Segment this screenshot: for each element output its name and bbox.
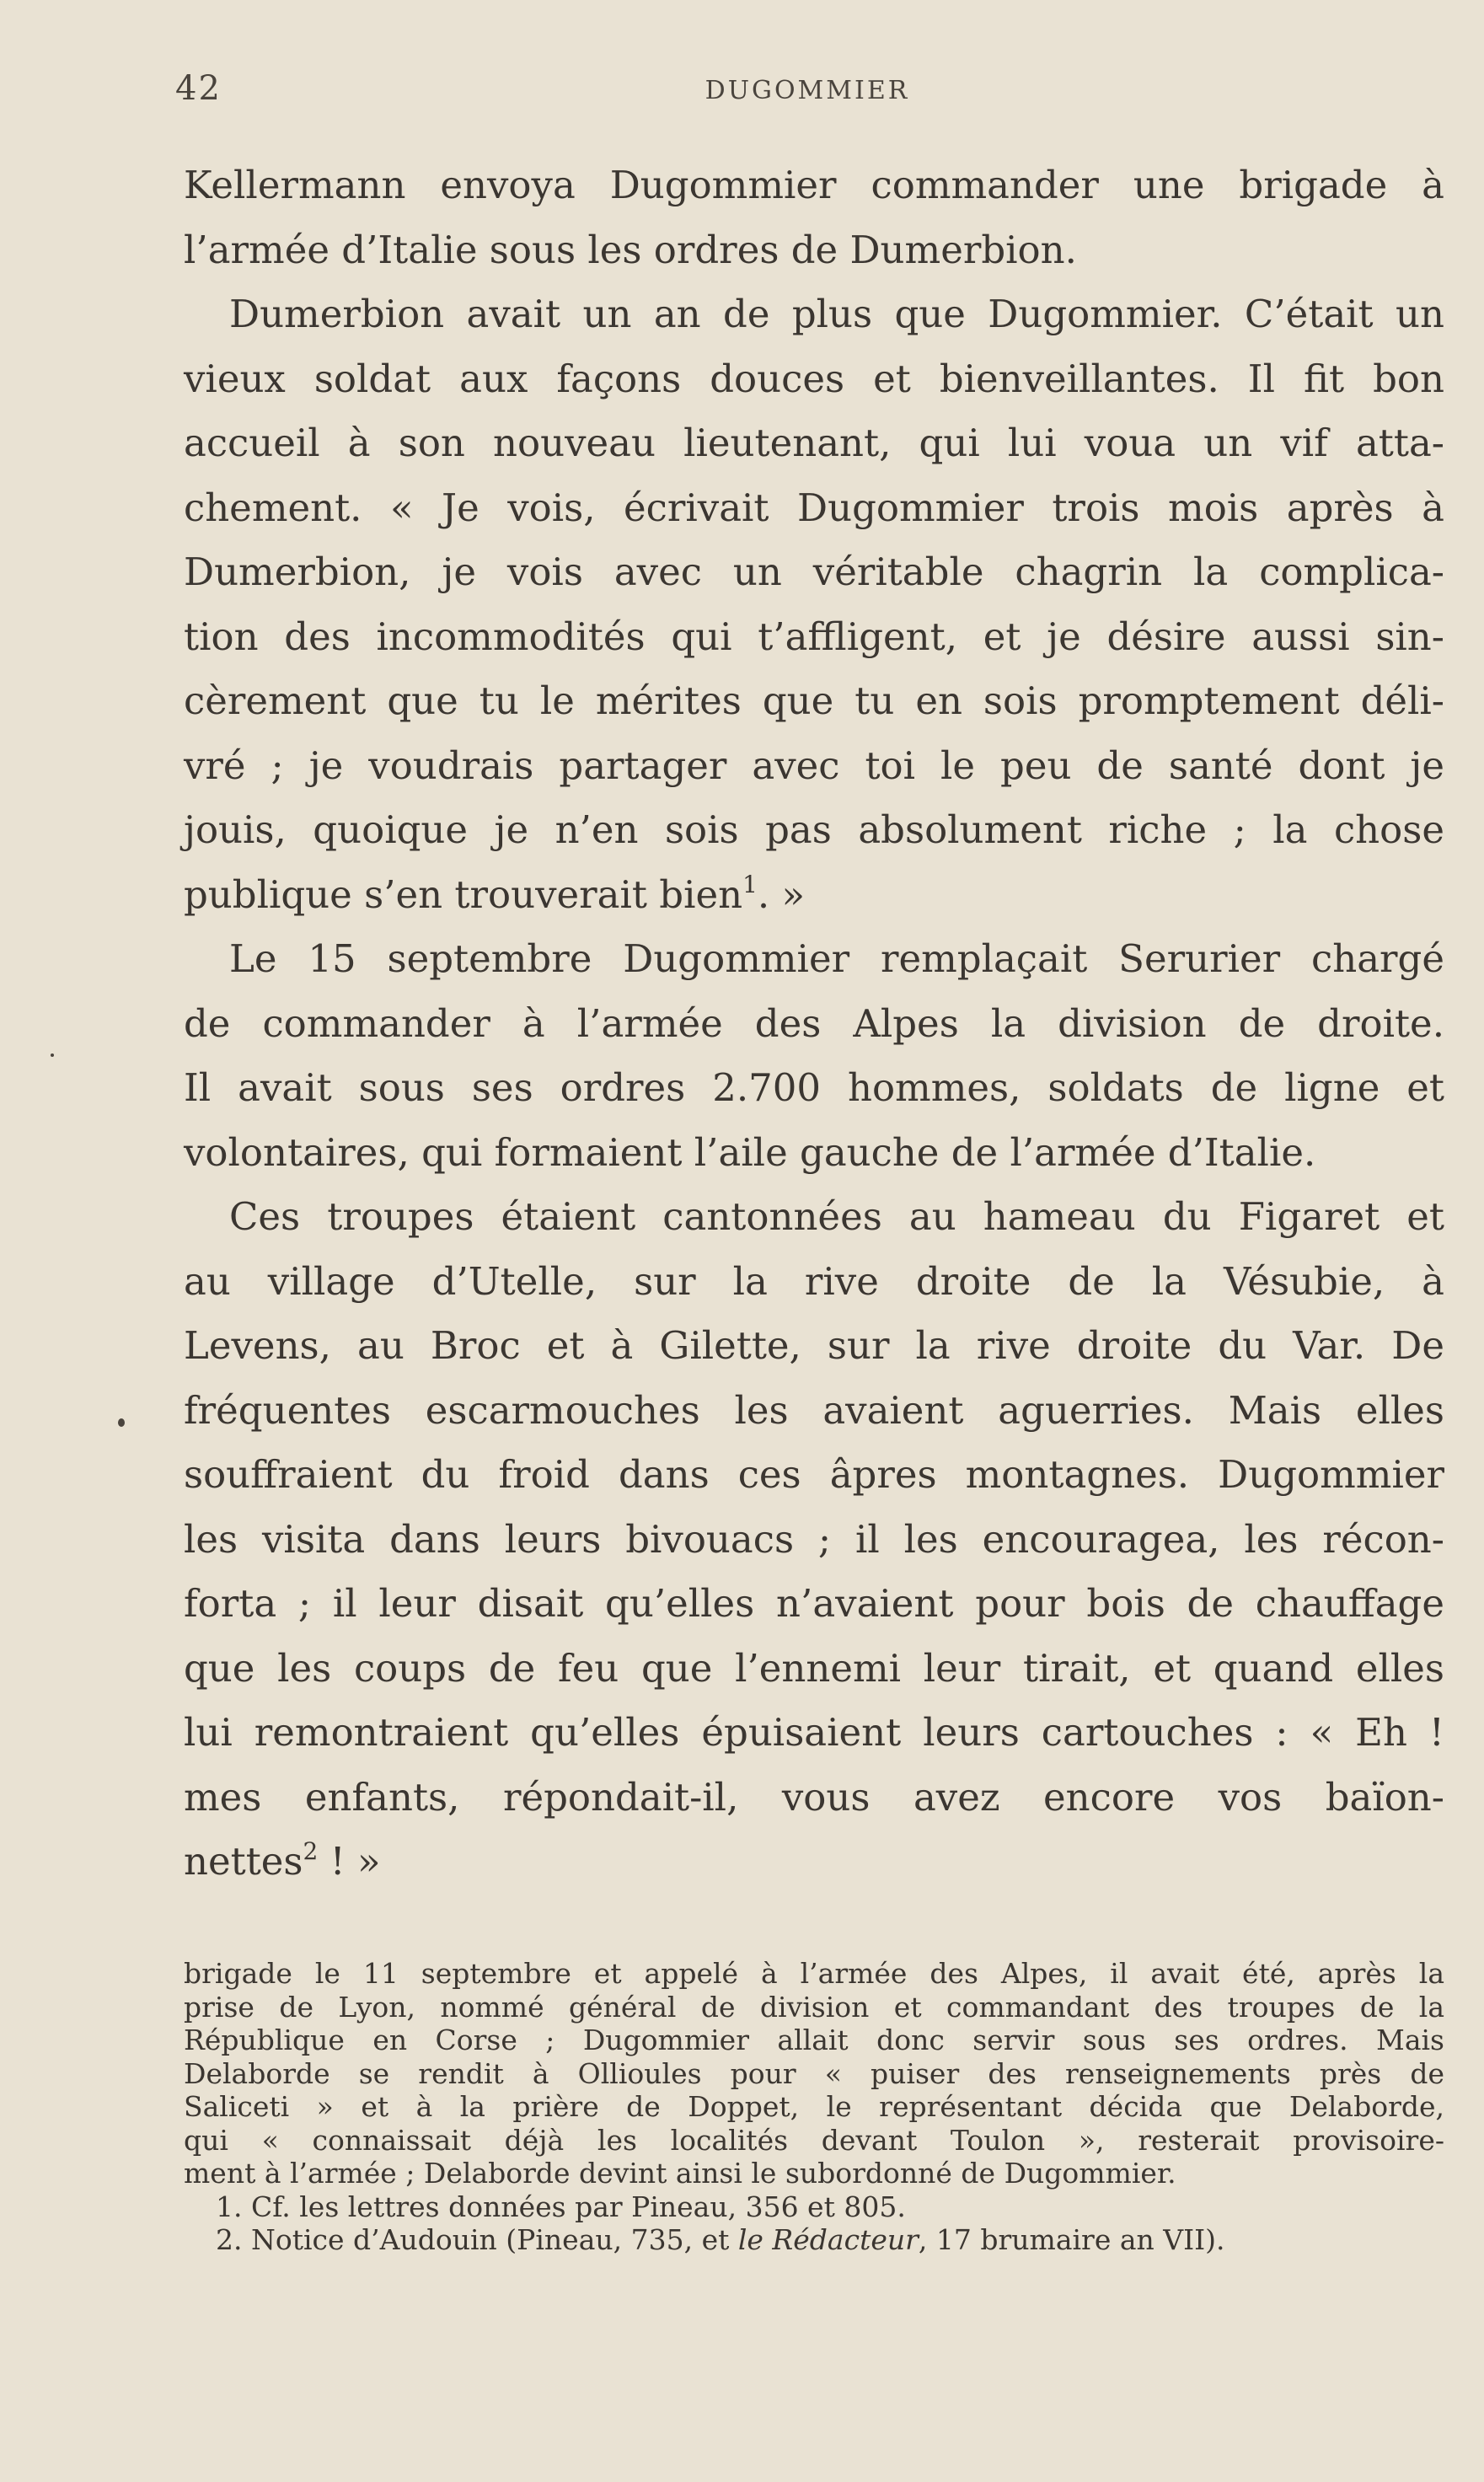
footnote-1: 1. Cf. les lettres données par Pineau, 356 et 805.	[216, 2190, 906, 2223]
footnote-line: ment à l’armée ; Delaborde devint ainsi le subordonné de Dugommier.	[184, 2157, 1176, 2190]
text-segment: . »	[757, 871, 806, 917]
text-line: Dumerbion, je vois avec un véritable chagrin la complica-	[184, 549, 1444, 594]
text-line: mes enfants, répondait-il, vous avez encore vos baïon-	[184, 1774, 1444, 1820]
text-line: Kellermann envoya Dugommier commander une brigade à	[184, 163, 1444, 207]
footnote-line: qui « connaissait déjà les localités devant Toulon », resterait provisoire-	[184, 2123, 1444, 2157]
text-line: forta ; il leur disait qu’elles n’avaient pour bois de chauffage	[184, 1581, 1444, 1626]
text-segment: nettes	[184, 1839, 303, 1884]
footnote-ref-1: 1	[742, 870, 758, 898]
footnote-2-text-end: , 17 brumaire an VII).	[918, 2223, 1225, 2256]
footnote-line: prise de Lyon, nommé général de division et commandant des troupes de la	[184, 1990, 1444, 2024]
text-line: les visita dans leurs bivouacs ; il les encouragea, les récon-	[184, 1516, 1444, 1562]
text-line: volontaires, qui formaient l’aile gauche de l’armée d’Italie.	[184, 1129, 1316, 1175]
footnote-line: Saliceti » et à la prière de Doppet, le représentant décida que Delaborde,	[184, 2090, 1444, 2123]
text-line: de commander à l’armée des Alpes la division de droite.	[184, 1000, 1444, 1046]
text-line: Le 15 septembre Dugommier remplaçait Serurier chargé	[229, 936, 1444, 981]
page-number: 42	[175, 69, 222, 108]
text-line: fréquentes escarmouches les avaient aguerries. Mais elles	[184, 1387, 1444, 1433]
text-line: accueil à son nouveau lieutenant, qui lui voua un vif atta-	[184, 421, 1444, 465]
ink-speck	[118, 1418, 125, 1427]
text-line: jouis, quoique je n’en sois pas absolument riche ; la chose	[184, 807, 1444, 852]
text-line: Dumerbion avait un an de plus que Dugommier. C’était un	[229, 292, 1444, 336]
text-line: souffraient du froid dans ces âpres montagnes. Dugommier	[184, 1452, 1444, 1497]
footnote-2	[184, 2223, 1444, 2257]
footnote-line: brigade le 11 septembre et appelé à l’armée des Alpes, il avait été, après la	[184, 1957, 1444, 1990]
footnote-2-text: 2. Notice d’Audouin (Pineau, 735, et	[216, 2223, 738, 2256]
text-line-with-note	[184, 1830, 1444, 1895]
text-line: tion des incommodités qui t’affligent, et je désire aussi sin-	[184, 614, 1444, 659]
text-line: Ces troupes étaient cantonnées au hameau du Figaret et	[229, 1194, 1444, 1239]
text-segment: ! »	[318, 1839, 381, 1884]
text-line: Il avait sous ses ordres 2.700 hommes, soldats de ligne et	[184, 1065, 1444, 1110]
text-segment: publique s’en trouverait bien	[184, 871, 743, 917]
text-line: lui remontraient qu’elles épuisaient leurs cartouches : « Eh !	[184, 1710, 1444, 1755]
body-text	[184, 153, 1444, 1895]
text-line-with-note	[184, 863, 1444, 928]
text-line: chement. « Je vois, écrivait Dugommier trois mois après à	[184, 485, 1444, 530]
text-line: vré ; je voudrais partager avec toi le peu de santé dont je	[184, 742, 1444, 788]
ink-speck	[51, 1053, 54, 1057]
footnote-line: Delaborde se rendit à Ollioules pour « puiser des renseignements près de	[184, 2056, 1444, 2090]
footnotes	[184, 1957, 1444, 2257]
text-line: au village d’Utelle, sur la rive droite de la Vésubie, à	[184, 1258, 1444, 1304]
text-line: vieux soldat aux façons douces et bienveillantes. Il fit bon	[184, 356, 1444, 401]
text-line: que les coups de feu que l’ennemi leur tirait, et quand elles	[184, 1645, 1444, 1691]
text-line: cèrement que tu le mérites que tu en sois promptement déli-	[184, 678, 1444, 723]
page-header	[175, 69, 1439, 120]
footnote-2-title: le Rédacteur	[737, 2223, 919, 2256]
text-line: l’armée d’Italie sous les ordres de Dumerbion.	[184, 227, 1077, 272]
text-line: Levens, au Broc et à Gilette, sur la rive droite du Var. De	[184, 1323, 1444, 1368]
footnote-ref-2: 2	[303, 1837, 319, 1865]
running-head: DUGOMMIER	[704, 76, 910, 105]
footnote-line: République en Corse ; Dugommier allait donc servir sous ses ordres. Mais	[184, 2024, 1444, 2056]
